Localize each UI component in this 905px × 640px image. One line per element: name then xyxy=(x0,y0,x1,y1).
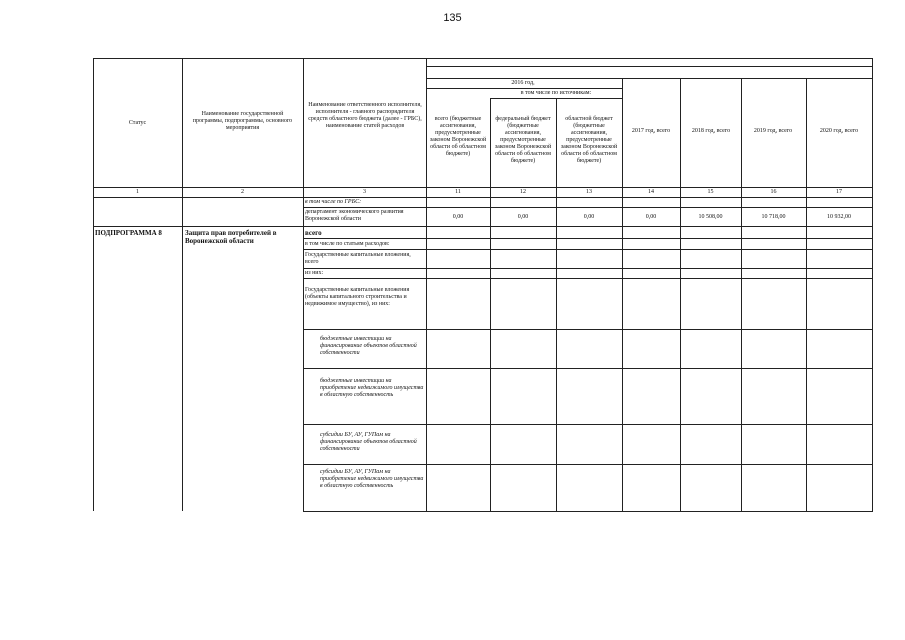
row-budget-invest-acquisition: бюджетные инвестиции на приобретение недвижимого имущества в областную собственность xyxy=(320,378,424,398)
col-border xyxy=(556,98,557,511)
header-bottom-line xyxy=(93,187,873,188)
dept-value: 10 508,00 xyxy=(698,214,723,220)
header-2016: 2016 год, xyxy=(511,80,535,86)
row-budget-invest-financing: бюджетные инвестиции на финансирование объектов областной собственности xyxy=(320,336,417,356)
row-subsidy-financing: субсидии БУ, АУ, ГУПам на финансирование объектов областной собственности xyxy=(320,432,417,452)
header-2019: 2019 год, всего xyxy=(753,128,793,134)
header-program-name: Наименование государственной программы, подпрограммы, основного мероприятия xyxy=(192,111,293,131)
col-number: 11 xyxy=(455,189,461,195)
row-line xyxy=(303,278,873,279)
col-border xyxy=(490,98,491,511)
header-status: Статус xyxy=(128,120,147,126)
row-state-capital-objects: Государственные капитальные вложения (объекты капитального строительства и недвижимое имущество), из них: xyxy=(305,287,410,307)
col-number: 2 xyxy=(241,189,244,195)
header-line-a xyxy=(426,66,873,67)
row-line xyxy=(93,226,873,227)
col-number: 16 xyxy=(770,189,777,195)
col-number: 3 xyxy=(363,189,366,195)
header-2020: 2020 год, всего xyxy=(819,128,859,134)
subprogram-name: Защита прав потребителей в Воронежской области xyxy=(185,229,277,245)
header-federal: федеральный бюджет (бюджетные ассигнования, предусмотренные законом Воронежской области об областном бюджете) xyxy=(494,116,552,164)
col-border xyxy=(303,58,304,511)
col-number: 13 xyxy=(586,189,592,195)
row-line xyxy=(303,424,873,425)
dept-value: 10 932,00 xyxy=(827,214,851,220)
row-of-which: из них: xyxy=(305,270,324,276)
col-border xyxy=(182,58,183,511)
col-border xyxy=(622,78,623,511)
row-subsidy-acquisition: субсидии БУ, АУ, ГУПам на приобретение недвижимого имущества в областную собственность xyxy=(320,469,424,489)
dept-value: 10 718,00 xyxy=(761,214,786,220)
col-border xyxy=(872,58,873,511)
header-executor: Наименование ответственного исполнителя, исполнителя - главного распорядителя средств областного бюджета (далее - ГРБС), наименование статей расходов xyxy=(308,102,422,129)
col-border xyxy=(426,58,427,511)
table-bottom-line xyxy=(303,511,873,512)
header-total-2016: всего (бюджетные ассигнования, предусмотренные законом Воронежской области об областном бюджете) xyxy=(429,116,487,157)
dept-value: 0,00 xyxy=(645,214,657,220)
subprogram-status: ПОДПРОГРАММА 8 xyxy=(95,229,162,237)
colnum-bottom-line xyxy=(93,197,873,198)
col-number: 1 xyxy=(136,189,139,195)
col-number: 14 xyxy=(648,189,654,195)
row-department: департамент экономического развития Воронежской области xyxy=(305,209,404,222)
header-2018: 2018 год, всего xyxy=(691,128,731,134)
col-border xyxy=(680,78,681,511)
table-top-border xyxy=(93,58,873,59)
row-line xyxy=(303,268,873,269)
col-number: 15 xyxy=(707,189,714,195)
col-border xyxy=(806,78,807,511)
row-line xyxy=(303,368,873,369)
header-2017: 2017 год, всего xyxy=(631,128,671,134)
row-line xyxy=(303,464,873,465)
row-incl-articles: в том числе по статьям расходов: xyxy=(305,241,390,247)
header-regional: областной бюджет (бюджетные ассигнования, предусмотренные законом Воронежской области об областном бюджете) xyxy=(560,116,618,164)
page-number: 135 xyxy=(443,12,462,24)
col-number: 12 xyxy=(520,189,526,195)
row-incl-grbs: в том числе по ГРБС: xyxy=(305,199,362,205)
dept-value: 0,00 xyxy=(452,214,464,220)
dept-value: 0,00 xyxy=(583,214,595,220)
col-number: 17 xyxy=(836,189,842,195)
dept-value: 0,00 xyxy=(517,214,529,220)
row-line xyxy=(303,249,873,250)
col-border xyxy=(741,78,742,511)
row-line xyxy=(303,329,873,330)
header-incl-sources: в том числе по источникам: xyxy=(520,90,592,96)
row-state-capital: Государственные капитальные вложения, всего xyxy=(305,252,411,265)
row-line xyxy=(303,238,873,239)
row-total: всего xyxy=(305,229,322,237)
header-line-2016 xyxy=(426,88,622,89)
row-line xyxy=(303,207,873,208)
